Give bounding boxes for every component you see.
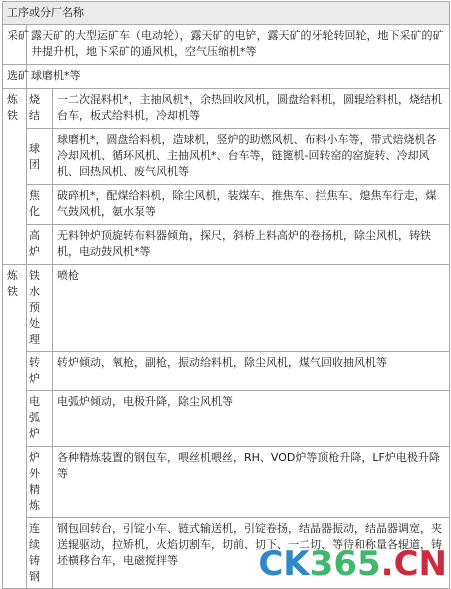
subcategory-cell: 高炉: [27, 225, 53, 265]
content-cell: 转炉倾动，氧枪，副枪，振动给料机，除尘风机，煤气回收抽风机等: [53, 352, 450, 391]
category-cell: 采矿: [3, 25, 27, 65]
table-row-eaf: [3, 391, 450, 447]
watermark-part-ck: CK: [258, 544, 310, 584]
ck365-watermark-logo: [258, 546, 447, 582]
content-cell: 无料钟炉顶旋转布料器倾角，探尺，斜桥上料高炉的卷扬机，除尘风机，铸铁机，电动鼓风机*等: [53, 225, 450, 265]
watermark-part-cn: CN: [393, 544, 447, 584]
watermark-dot: .: [380, 544, 394, 584]
table-row-mining: [3, 25, 450, 65]
subcategory-cell: 连续铸钢: [27, 518, 53, 589]
content-cell: 球磨机*，圆盘给料机，造球机，竖炉的助燃风机、布料小车等，带式焙烧机各冷却风机、循环风机、主抽风机*、台车等，链篦机-回转窑的窑旋转、冷却风机、回热风机、废气风机等: [53, 129, 450, 185]
subcategory-cell: 转炉: [27, 352, 53, 391]
content-cell: 各种精炼装置的钢包车，喂丝机喂丝，RH、VOD炉等顶枪升降，LF炉电极升降等: [53, 447, 450, 518]
content-cell: 球磨机*等: [27, 65, 450, 89]
table-row-sintering: [3, 89, 450, 129]
table-row-blastfurnace: [3, 225, 450, 265]
table-row-pelletizing: [3, 129, 450, 185]
table-header-row: [3, 2, 450, 25]
table-row-refining: [3, 447, 450, 518]
content-cell: 喷枪: [53, 265, 450, 352]
header-cell: 工序或分厂名称: [3, 2, 450, 25]
category-cell: 选矿: [3, 65, 27, 89]
process-equipment-table: [2, 1, 450, 589]
subcategory-cell: 焦化: [27, 185, 53, 225]
subcategory-cell: 铁水预处理: [27, 265, 53, 352]
subcategory-cell: 电弧炉: [27, 391, 53, 447]
content-cell: 一二次混料机*，主抽风机*，余热回收风机，圆盘给料机，圆辊给料机，烧结机台车，板式给料机，冷却机等: [53, 89, 450, 129]
watermark-part-365: 365: [309, 544, 381, 584]
content-cell: 破碎机*，配煤给料机，除尘风机，装煤车、推焦车、拦焦车、熄焦车行走，煤气鼓风机，氨水泵等: [53, 185, 450, 225]
table-row-coking: [3, 185, 450, 225]
subcategory-cell: 球团: [27, 129, 53, 185]
content-cell: 露天矿的大型运矿车（电动轮），露天矿的电铲，露天矿的牙轮转回轮，地下采矿的矿井提升机，地下采矿的通风机，空气压缩机*等: [27, 25, 450, 65]
category-cell: 炼铁: [3, 265, 27, 589]
category-cell: 炼铁: [3, 89, 27, 265]
content-cell: 电弧炉倾动，电极升降，除尘风机等: [53, 391, 450, 447]
table-row-converter: [3, 352, 450, 391]
subcategory-cell: 炉外精炼: [27, 447, 53, 518]
content-cell: 钢包回转台，引锭小车、链式输送机，引锭卷扬，结晶器振动，结晶器调宽，夹送辊驱动，拉矫机，火焰切割车，切前、切下、一二切、等待和称量各辊道，铸坯横移台车，电磁搅拌等: [53, 518, 450, 589]
table-row-dressing: [3, 65, 450, 89]
subcategory-cell: 烧结: [27, 89, 53, 129]
table-row-pretreatment: [3, 265, 450, 352]
